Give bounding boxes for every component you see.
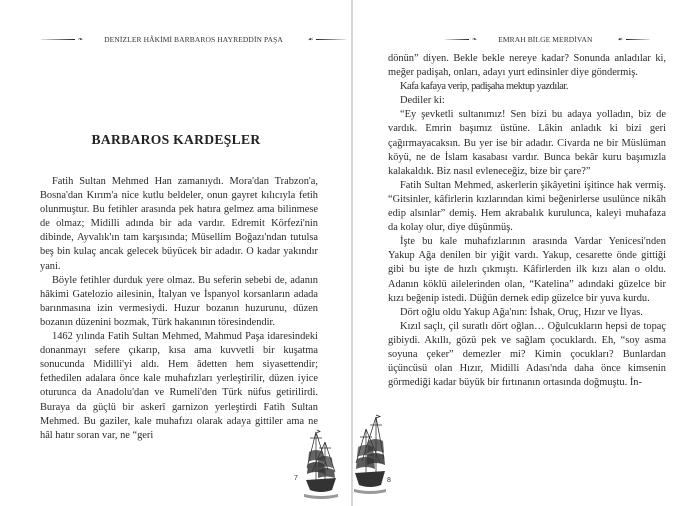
header-ornament-right: ☙ — [615, 36, 650, 43]
paragraph: Dört oğlu oldu Yakup Ağa'nın: İshak, Oruç, Hızır ve İlyas. — [400, 306, 643, 318]
sailing-ship-icon — [304, 428, 338, 504]
page-number: 8 — [387, 477, 391, 484]
running-head-right — [445, 35, 650, 44]
paragraph: Kafa kafaya verip, padişaha mektup yazdılar. — [400, 81, 569, 93]
paragraph: Böyle fetihler durduk yere olmaz. Bu seferin sebebi de, adanın hâkimi Gatelozio ailesinin, İtalyan ve İspanyol korsanların adada barınmasına izin vermesiydi. Huzur bozanın huzurunu, düzen bozanın düzenini bozmak, Türk hakanının töresindendir. — [40, 274, 318, 328]
paragraph: 1462 yılında Fatih Sultan Mehmed, Mahmud Paşa idaresindeki donanmayı sefere çıkarıp, kısa ama kuvvetli bir kuşatma sonucunda Midilli'yi aldı. Hem âdetten hem siyasettendir; fethedilen adalara önce kale muhafızları yerleştirilir, düzen iyice oturunca da Anadolu'dan ve Rumeli'den Türk nüfus getirilirdi. Buraya da güçlü bir askerî garnizon yerleştirdi Fatih Sultan Mehmed. Bu gaziler, kale muhafızı olarak adaya gittiler ama ne hâl hatır soran var, ne “geri — [40, 331, 318, 441]
left-page-body — [40, 175, 318, 443]
chapter-title: BARBAROS KARDEŞLER — [91, 132, 261, 147]
author-name-header: EMRAH BİLGE MERDİVAN — [498, 35, 593, 44]
book-title-header: DENİZLER HÂKİMİ BARBAROS HAYREDDİN PAŞA — [104, 35, 283, 44]
running-head-left — [41, 35, 346, 44]
sailing-ship-icon — [354, 413, 386, 499]
paragraph: Fatih Sultan Mehmed, askerlerin şikâyetini işitince hak vermiş. “Gitsinler, kâfirlerin kızlarından kimi beğenirlerse usulünce nikâh edip alsınlar” demiş. Hem akrabalık kurulunca, kaleyi muhafaza da kolay olur, diye düşünmüş. — [388, 179, 666, 234]
paragraph: Fatih Sultan Mehmed Han zamanıydı. Mora'dan Trabzon'a, Bosna'dan Kırım'a nice kutlu beldeler, onun gayret kılıcıyla fetih olunmuştur. Bu fetihler arasında pek hatıra gelmez ama bilinmese de olmaz; Midilli adında bir ada vardır. Edremit Körfezi'nin dibinde, Ayvalık'ın tam karşısında; Müsellim Boğazı'ndan tutulsa beş bin kulaç ancak gelecek büyücek bir adadır. O kadar yakındır yani. — [40, 176, 318, 272]
paragraph: Kızıl saçlı, çil suratlı dört oğlan… Oğulcukların hepsi de topaç gibiydi. Akıllı, gözü pek ve sağlam çocuklardı. Eh, “soy asma soyuna çeker” demezler mi? Kimin çocukları? Bunlardan üçüncüsü olan Hızır, Midilli Adası'nda daha önce kimsenin görmediği kadar büyük bir fırtınanın ortasında doğmuştu. İn- — [388, 320, 666, 389]
paragraph: İşte bu kale muhafızlarının arasında Vardar Yenicesi'nden Yakup Ağa denilen bir yiğit vardı. Yakup, cesarette önde gittiği gibi bu işte de hızlı çıkmıştı. Kâfirlerden ilk kızı alan o oldu. Adanın köklü ailelerinden olan, “Katelina” adındaki güzelce bir kızı beğenip istedi. Düğün dernek edip güzelce bir yuva kurdu. — [388, 236, 666, 304]
header-ornament-left: ❧ — [41, 36, 86, 43]
right-page — [353, 0, 700, 506]
page-number: 7 — [294, 475, 298, 482]
paragraph: “Ey şevketli sultanımız! Sen bizi bu adaya yolladın, biz de vardık. Emrin başımız üstüne. Lâkin anladık ki bizi geri çağırmayacaksın. Bu yer ise bir adadır. Civarda ne bir Müslüman köyü, ne de İslam kasabası vardır. Bunca bekâr kuru başımızla kalakaldık. Biz nasıl evleneceğiz, bize bir çare?” — [388, 109, 666, 177]
header-ornament-left: ❧ — [445, 36, 480, 43]
header-ornament-right: ☙ — [305, 36, 346, 43]
right-page-body — [388, 52, 666, 390]
paragraph: Dediler ki: — [400, 95, 445, 107]
paragraph: dönün” diyen. Bekle bekle nereye kadar? Sonunda anladılar ki, meğer padişah, onları, adayı yurt edinsinler diye göndermiş. — [388, 53, 666, 79]
